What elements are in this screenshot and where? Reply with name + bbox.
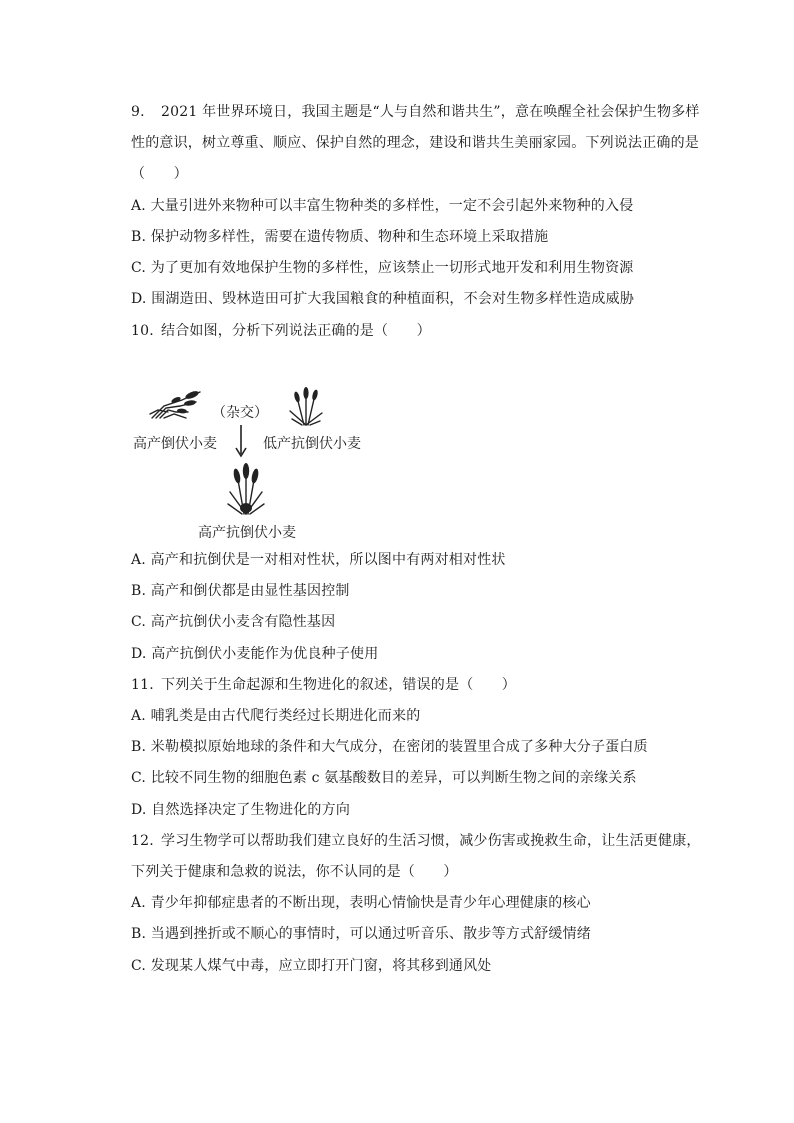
cross-label: （杂交）: [212, 405, 268, 421]
q10-option-b: B. 高产和倒伏都是由显性基因控制: [131, 583, 350, 599]
q11-stem: 11. 下列关于生命起源和生物进化的叙述，错误的是（ ）: [131, 677, 516, 693]
q10-option-a: A. 高产和抗倒伏是一对相对性状，所以图中有两对相对性状: [131, 552, 506, 568]
offspring-label: 高产抗倒伏小麦: [198, 525, 296, 541]
parent-left-label: 高产倒伏小麦: [133, 436, 217, 452]
low-yield-lodging-resistant-wheat-icon: [286, 385, 326, 427]
q12-option-b: B. 当遇到挫折或不顺心的事情时，可以通过听音乐、散步等方式舒缓情绪: [131, 926, 591, 942]
q10-option-d: D. 高产抗倒伏小麦能作为优良种子使用: [131, 646, 379, 662]
q9-stem-line-1: 9. 2021 年世界环境日，我国主题是“人与自然和谐共生”，意在唤醒全社会保护生物多样: [131, 104, 700, 120]
q11-option-b: B. 米勒模拟原始地球的条件和大气成分，在密闭的装置里合成了多种大分子蛋白质: [131, 739, 648, 755]
q9-answer-blank: （ ）: [131, 166, 188, 182]
high-yield-lodging-resistant-wheat-icon: [224, 462, 268, 516]
q11-number: 11.: [131, 677, 154, 693]
q9-option-b: B. 保护动物多样性，需要在遗传物质、物种和生态环境上采取措施: [131, 229, 549, 245]
q12-option-c: C. 发现某人煤气中毒，应立即打开门窗，将其移到通风处: [131, 958, 492, 974]
q12-number: 12.: [131, 833, 154, 849]
q9-number: 9.: [131, 104, 145, 120]
q11-option-c: C. 比较不同生物的细胞色素 c 氨基酸数目的差异，可以判断生物之间的亲缘关系: [131, 770, 637, 786]
q12-stem-line-2: 下列关于健康和急救的说法，你不认同的是（ ）: [131, 864, 458, 880]
high-yield-lodging-wheat-icon: [146, 386, 208, 420]
q9-option-d: D. 围湖造田、毁林造田可扩大我国粮食的种植面积，不会对生物多样性造成威胁: [131, 291, 635, 307]
q11-option-a: A. 哺乳类是由古代爬行类经过长期进化而来的: [131, 708, 421, 724]
q9-option-a: A. 大量引进外来物种可以丰富生物种类的多样性，一定不会引起外来物种的入侵: [131, 198, 634, 214]
q11-option-d: D. 自然选择决定了生物进化的方向: [131, 802, 351, 818]
q12-stem-line-1: 12. 学习生物学可以帮助我们建立良好的生活习惯，减少伤害或挽救生命，让生活更健康，: [131, 833, 701, 849]
q10-option-c: C. 高产抗倒伏小麦含有隐性基因: [131, 614, 336, 630]
q10-stem: 10. 结合如图，分析下列说法正确的是（ ）: [131, 323, 431, 339]
q10-number: 10.: [131, 323, 154, 339]
q9-stem-line-2: 性的意识，树立尊重、顺应、保护自然的理念，建设和谐共生美丽家园。下列说法正确的是: [131, 135, 699, 151]
parent-right-label: 低产抗倒伏小麦: [263, 436, 361, 452]
q12-option-a: A. 青少年抑郁症患者的不断出现，表明心情愉快是青少年心理健康的核心: [131, 895, 591, 911]
down-arrow-icon: [234, 424, 248, 458]
q9-option-c: C. 为了更加有效地保护生物的多样性，应该禁止一切形式地开发和利用生物资源: [131, 260, 634, 276]
